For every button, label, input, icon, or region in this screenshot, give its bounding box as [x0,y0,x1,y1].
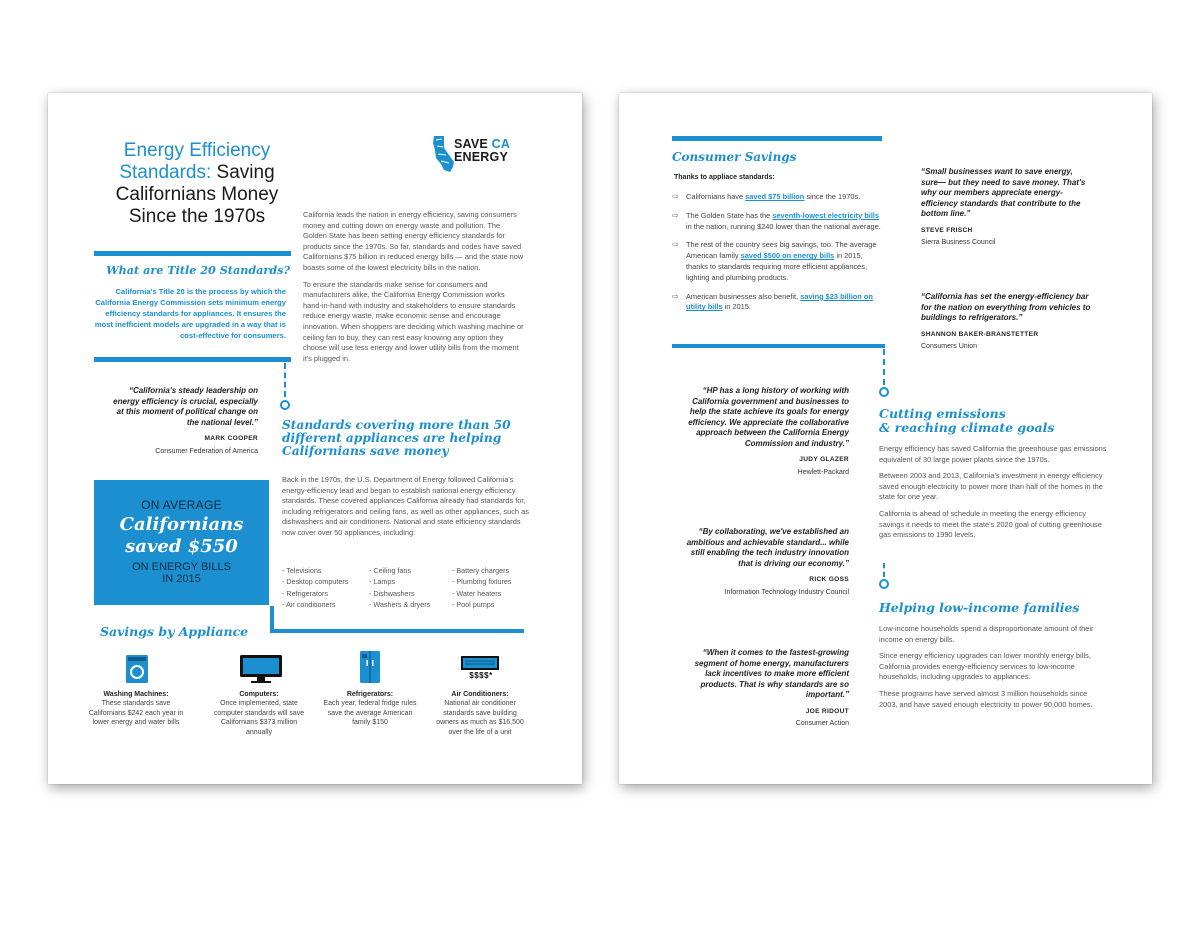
title20-body: California's Title 20 is the process by which the California Energy Commission sets minimum energy efficiency standards for appliances. It ensures the most inefficient models are upgraded in a way that is cost-effective for consumers. [94,287,286,340]
average-line-1: ON AVERAGE [141,498,222,512]
list-item: - Dishwashers [369,588,415,598]
low-income-body [879,624,1107,716]
dashed-connector [883,349,885,385]
california-map-icon [432,134,456,174]
connector-node [280,400,290,410]
bullet-item: ⇨ The rest of the country sees big savings, too. The average American family saved $500 on energy bills in 2015, thanks to standards requiring more efficient appliances, lighting and plumbing products. [672,240,877,282]
average-line-2: Californians [119,514,244,535]
quote-name: JOE RIDOUT [805,707,849,715]
bullet-item: ⇨ American businesses also benefit, saving $23 billion on utility bills in 2015. [672,291,873,312]
quote-text: “California's steady leadership on energy efficiency is crucial, especially at this moment of political change on the national level.” [113,386,258,427]
title-line-2: Standards: Saving [119,162,275,183]
divider-bar [270,606,274,633]
consumer-savings-list [672,192,882,321]
quote-name: MARK COOPER [204,435,258,442]
appliance-computers [211,690,307,737]
divider-bar [672,136,882,141]
appliance-air-conditioners [432,690,528,737]
bullet-item: ⇨ The Golden State has the seventh-lowest electricity bills in the nation, running $240 lower than the national average. [672,210,881,231]
dashed-connector [883,563,885,577]
arrow-icon: ⇨ [672,192,679,201]
connector-node [879,387,889,397]
bullet-item: ⇨ Californians have saved $75 billion since the 1970s. [672,192,861,201]
quote-shannon-baker-branstetter [921,292,1091,353]
consumer-savings-intro: Thanks to appliace standards: [674,174,775,181]
emissions-paragraph: California is ahead of schedule in meeting the energy efficiency savings it needs to meet the state's 2020 goal of cutting greenhouse gas emissions to 1990 levels. [879,508,1102,540]
quote-text: “When it comes to the fastest-growing segment of home energy, manufacturers lack incentives to make more efficient products. That is why standards are so important.” [694,648,849,699]
appliance-text: Once implemented, state computer standards will save Californians $373 million annually [213,700,305,736]
average-line-5: IN 2015 [162,573,201,585]
divider-bar [94,357,291,362]
page-two [619,93,1152,784]
average-savings-box [94,480,269,605]
intro-text [303,210,525,370]
quote-name: SHANNON BAKER-BRANSTETTER [921,330,1039,338]
appliance-title: Air Conditioners: [451,691,509,698]
emissions-paragraph: Between 2003 and 2013, California's investment in energy efficiency saved enough electricity to power more than half of the homes in the state for one year. [879,471,1103,502]
savings-link[interactable]: saved $75 billion [745,192,805,201]
quote-org: Consumers Union [921,343,978,350]
quote-org: Sierra Business Council [921,239,996,246]
quote-org: Consumer Federation of America [155,447,258,455]
list-item: - Air conditioners [282,599,336,609]
appliance-text: National air conditioner standards save building owners as much as $16,500 over the life of a unit [436,700,524,736]
appliance-washing-machines [88,690,184,728]
document-title [92,140,302,228]
average-line-3: saved $550 [125,536,238,557]
quote-joe-ridout [679,648,849,730]
intro-paragraph-2: To ensure the standards make sense for consumers and manufacturers alike, the California Energy Commission works hand-in-hand with industry and stakeholders to ensure standards reduce energy waste, make economic sense and encourage innovation. When shoppers are deciding which washing machine or ceiling fan to buy, they can rest easy knowing any option they choose will use less energy and lower utility bills from the moment it's plugged in. [303,279,524,363]
divider-bar [94,251,291,256]
list-item: - Refrigerators [282,588,328,598]
appliance-list-col-1 [282,565,372,610]
low-income-paragraph: Since energy efficiency upgrades can lower monthly energy bills, California provides energy-efficiency services to low-income households, including upgrades to appliances. [879,651,1091,682]
quote-steve-frisch [921,167,1086,249]
arrow-icon: ⇨ [672,291,679,301]
list-item: - Washers & dryers [369,599,431,609]
quote-org: Hewlett-Packard [797,468,849,476]
appliance-list-col-2 [369,565,454,610]
refrigerator-icon [359,650,381,684]
appliances-heading: Savings by Appliance [100,624,249,639]
savings-link[interactable]: saving $23 billion on utility bills [686,291,873,312]
list-item: - Lamps [369,577,395,587]
quote-judy-glazer [679,386,849,478]
average-line-4: ON ENERGY BILLS [132,561,231,573]
appliance-title: Washing Machines: [103,691,169,698]
appliance-text: These standards save Californians $242 each year in lower energy and water bills [88,700,184,727]
emissions-paragraph: Energy efficiency has saved California the greenhouse gas emissions equivalent of 30 large power plants since the 1970s. [879,444,1107,464]
logo-line-1: SAVE CA [454,137,511,151]
quote-name: STEVE FRISCH [921,226,973,234]
title-line-3: Californians Money [115,184,279,205]
list-item: - Plumbing fixtures [452,577,512,587]
appliance-refrigerators [322,690,418,728]
quote-name: JUDY GLAZER [799,456,849,463]
title-line-1: Energy Efficiency [123,140,271,161]
emissions-heading: Cutting emissions & reaching climate goals [879,406,1055,435]
list-item: - Ceiling fans [369,566,411,575]
savings-link[interactable]: saved $500 on energy bills [740,251,835,261]
dashed-connector [284,363,286,397]
list-item: - Desktop computers [282,577,349,587]
savings-link[interactable]: seventh-lowest electricity bills [772,210,880,220]
quote-text: “By collaborating, we've established an ambitious and achievable standard... while still enabling the tech industry innovation that is driving our economy.” [686,527,849,568]
save-ca-energy-logo [432,134,532,174]
quote-text: “HP has a long history of working with California government and businesses to help the state achieve its goals for energy efficiency. We appreciate the collaborative approach between the California Energy Commission and industry.” [688,386,849,448]
air-conditioner-icon [460,655,500,685]
standards-body: Back in the 1970s, the U.S. Department of Energy followed California's energy-efficiency lead and began to establish national energy efficiency standards. These covered appliances California already had standards for, including refrigerators and ceiling fans, as well as other appliances, such as dishwashers and air conditioners. National and state efficiency standards now cover over 50 appliances, including: [282,475,529,537]
list-item: - Battery chargers [452,566,510,575]
title20-heading: What are Title 20 Standards? [106,263,290,277]
computer-icon [239,654,283,684]
arrow-icon: ⇨ [672,210,679,220]
low-income-paragraph: Low-income households spend a disproportionate amount of their income on energy bills. [879,624,1094,644]
quote-org: Consumer Action [795,720,849,727]
connector-node [879,579,889,589]
quote-org: Information Technology Industry Council [724,588,849,596]
divider-bar [672,344,885,348]
quote-rick-goss [679,527,849,598]
standards-heading: Standards covering more than 50 different appliances are helping Californians save money [282,418,511,458]
logo-line-2: ENERGY [454,150,508,164]
page-one [48,93,582,784]
intro-paragraph-1: California leads the nation in energy efficiency, saving consumers money and cutting down on energy waste and pollution. The Golden State has been setting energy efficiency standards for products since the 1970s. So far, standards and codes have saved Californians $75 billion in reduced energy bills — and the state now boasts some of the lowest electricity bills in the nation. [303,210,524,272]
emissions-body [879,444,1111,547]
washing-machine-icon [125,654,149,684]
quote-text: “Small businesses want to save energy, sure— but they need to save money. That's why our members appreciate energy-efficiency standards that contribute to the bottom line.” [921,167,1086,218]
quote-mark-cooper [108,386,258,457]
list-item: - Televisions [282,566,322,575]
ac-money-symbols: $$$$* [469,671,493,680]
appliance-title: Computers: [239,691,279,698]
arrow-icon: ⇨ [672,240,679,250]
appliance-text: Each year, federal fridge rules save the average American family $150 [323,700,417,727]
divider-bar [270,629,524,633]
low-income-heading: Helping low-income families [879,600,1080,615]
appliance-title: Refrigerators: [346,691,394,698]
consumer-savings-heading: Consumer Savings [672,150,797,164]
title-line-4: Since the 1970s [128,206,266,227]
list-item: - Water heaters [452,588,502,598]
appliance-list-col-3 [452,565,542,610]
low-income-paragraph: These programs have served almost 3 million households since 2003, and have saved enough electricity to power 90,000 homes. [879,688,1093,709]
quote-text: “California has set the energy-efficiency bar for the nation on everything from vehicles to buildings to refrigerators.” [921,292,1091,322]
quote-name: RICK GOSS [809,576,849,583]
list-item: - Pool pumps [452,599,495,609]
